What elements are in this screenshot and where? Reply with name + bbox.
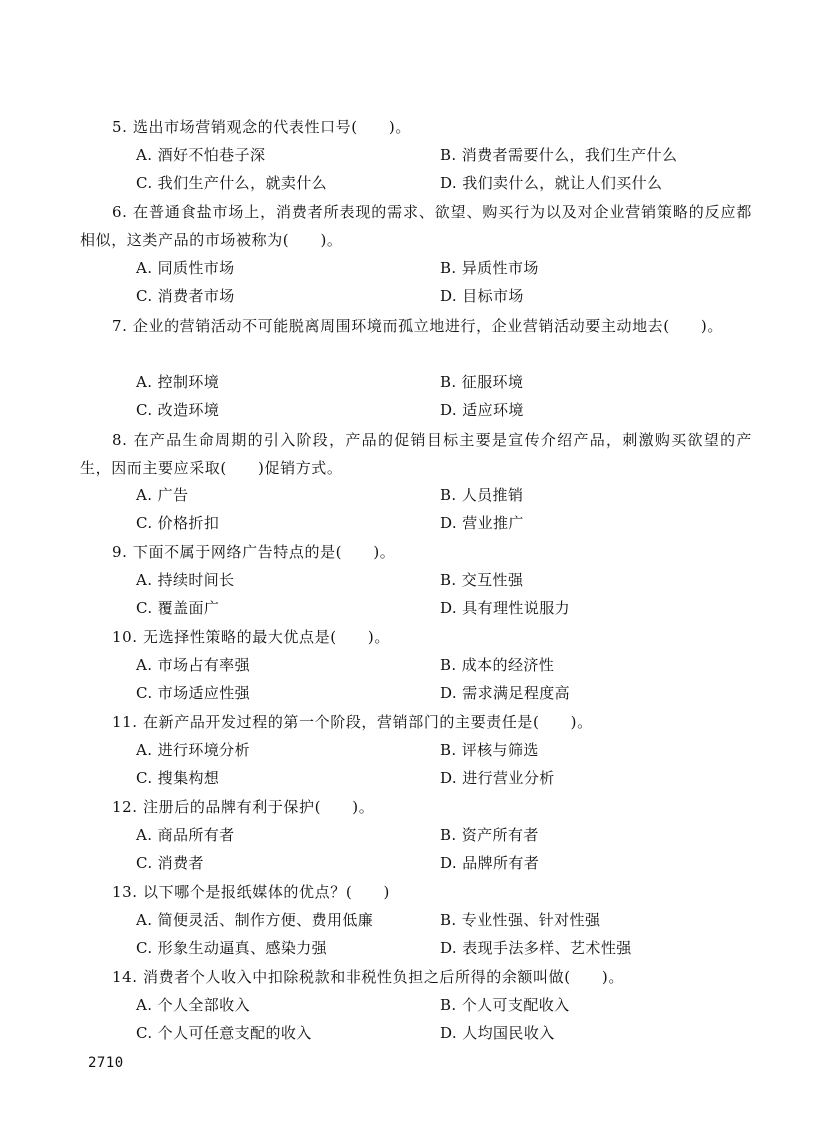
question-6-option-b: B. 异质性市场 (440, 259, 539, 277)
question-5-option-b: B. 消费者需要什么，我们生产什么 (440, 146, 678, 164)
question-9-option-b: B. 交互性强 (440, 571, 524, 589)
question-12-option-d: D. 品牌所有者 (440, 854, 540, 872)
question-14-option-c: C. 个人可任意支配的收入 (136, 1024, 312, 1042)
question-8-option-d: D. 营业推广 (440, 514, 524, 532)
question-7-option-a: A. 控制环境 (136, 373, 220, 391)
question-13-option-a: A. 简便灵活、制作方便、费用低廉 (136, 911, 374, 929)
question-12-stem: 12. 注册后的品牌有利于保护( )。 (112, 798, 375, 816)
question-11-option-d: D. 进行营业分析 (440, 769, 555, 787)
question-14-option-b: B. 个人可支配收入 (440, 996, 570, 1014)
question-7-option-d: D. 适应环境 (440, 401, 524, 419)
question-6-option-a: A. 同质性市场 (136, 259, 235, 277)
question-7-option-c: C. 改造环境 (136, 401, 220, 419)
question-11-option-a: A. 进行环境分析 (136, 741, 250, 759)
question-5-stem: 5. 选出市场营销观念的代表性口号( )。 (112, 118, 411, 136)
question-13-option-b: B. 专业性强、针对性强 (440, 911, 601, 929)
question-9-option-a: A. 持续时间长 (136, 571, 235, 589)
question-8-option-a: A. 广告 (136, 486, 189, 504)
question-10-stem: 10. 无选择性策略的最大优点是( )。 (112, 628, 390, 646)
question-11-option-b: B. 评核与筛选 (440, 741, 539, 759)
question-12-option-c: C. 消费者 (136, 854, 204, 872)
question-8-option-b: B. 人员推销 (440, 486, 524, 504)
question-6-stem: 6. 在普通食盐市场上，消费者所表现的需求、欲望、购买行为以及对企业营销策略的反应都相似，这类产品的市场被称为( )。 (80, 203, 752, 249)
question-8-stem: 8. 在产品生命周期的引入阶段，产品的促销目标主要是宣传介绍产品，刺激购买欲望的产生，因而主要应采取( )促销方式。 (80, 431, 752, 477)
question-7-option-b: B. 征服环境 (440, 373, 524, 391)
question-13-option-c: C. 形象生动逼真、感染力强 (136, 939, 328, 957)
question-5-option-a: A. 酒好不怕巷子深 (136, 146, 266, 164)
question-6-option-d: D. 目标市场 (440, 287, 524, 305)
question-6-option-c: C. 消费者市场 (136, 287, 235, 305)
question-12-option-b: B. 资产所有者 (440, 826, 539, 844)
question-10-option-a: A. 市场占有率强 (136, 656, 250, 674)
question-8-option-c: C. 价格折扣 (136, 514, 220, 532)
question-7-stem: 7. 企业的营销活动不可能脱离周围环境而孤立地进行，企业营销活动要主动地去( )。 (112, 317, 723, 335)
question-14-stem: 14. 消费者个人收入中扣除税款和非税性负担之后所得的余额叫做( )。 (112, 968, 624, 986)
question-13-option-d: D. 表现手法多样、艺术性强 (440, 939, 632, 957)
page-code: 2710 (88, 1055, 124, 1071)
question-9-option-d: D. 具有理性说服力 (440, 599, 571, 617)
question-11-stem: 11. 在新产品开发过程的第一个阶段，营销部门的主要责任是( )。 (112, 713, 593, 731)
question-9-option-c: C. 覆盖面广 (136, 599, 220, 617)
question-14-option-a: A. 个人全部收入 (136, 996, 250, 1014)
question-10-option-c: C. 市场适应性强 (136, 684, 251, 702)
question-12-option-a: A. 商品所有者 (136, 826, 235, 844)
question-10-option-d: D. 需求满足程度高 (440, 684, 571, 702)
question-9-stem: 9. 下面不属于网络广告特点的是( )。 (112, 543, 396, 561)
question-5-option-c: C. 我们生产什么，就卖什么 (136, 174, 328, 192)
question-11-option-c: C. 搜集构想 (136, 769, 220, 787)
question-5-option-d: D. 我们卖什么，就让人们买什么 (440, 174, 663, 192)
question-14-option-d: D. 人均国民收入 (440, 1024, 555, 1042)
question-13-stem: 13. 以下哪个是报纸媒体的优点？( ) (112, 883, 390, 901)
question-10-option-b: B. 成本的经济性 (440, 656, 555, 674)
